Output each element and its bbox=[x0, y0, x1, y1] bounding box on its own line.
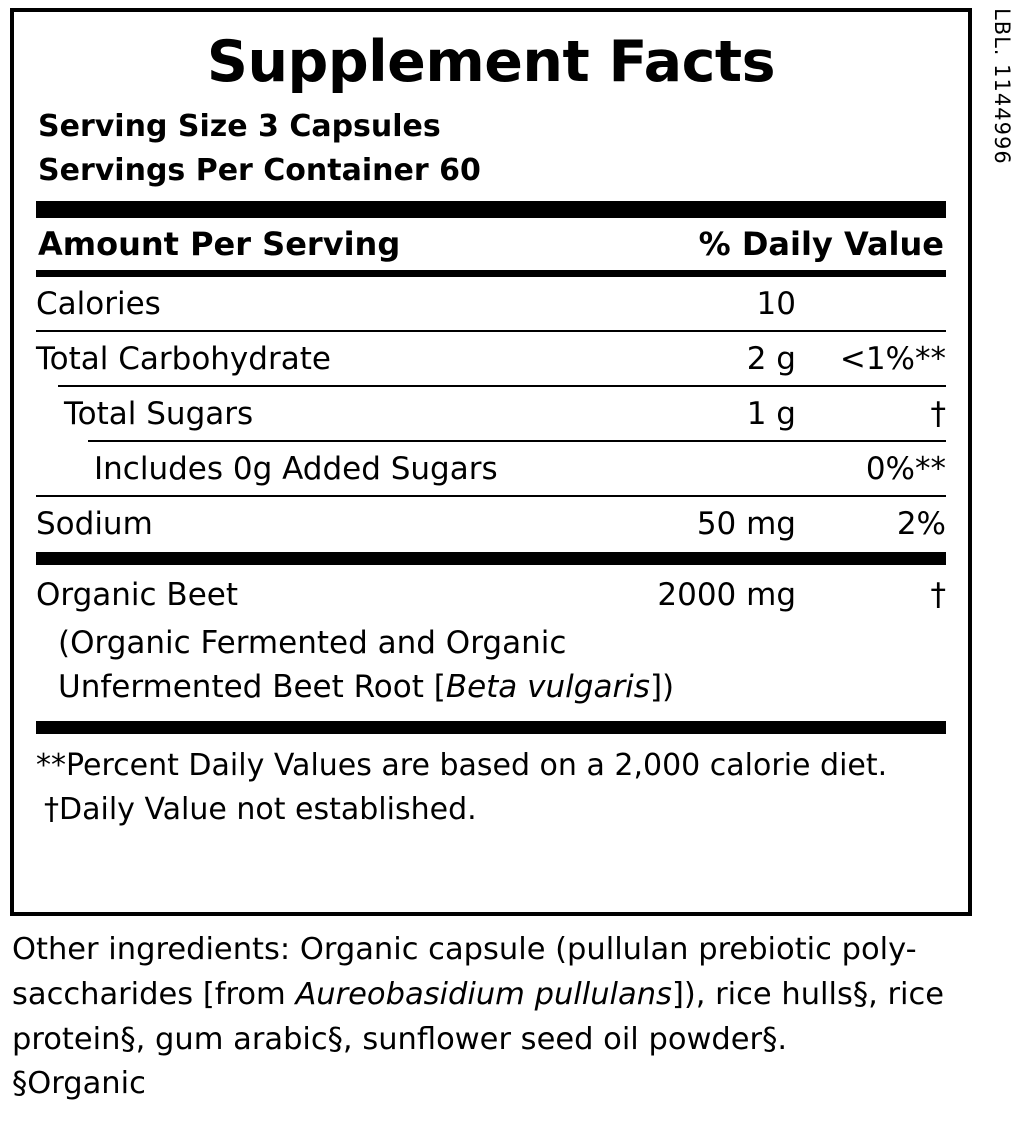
divider-thick-mid bbox=[36, 552, 946, 565]
nutrient-dv: 0%** bbox=[865, 451, 946, 487]
table-row bbox=[36, 442, 946, 495]
table-row bbox=[36, 387, 946, 440]
nutrient-amount: 2 g bbox=[746, 341, 796, 377]
footnotes bbox=[36, 734, 946, 831]
nutrient-name: Total Carbohydrate bbox=[36, 341, 331, 377]
servings-per-container: Servings Per Container 60 bbox=[38, 152, 481, 188]
footnote-dv-not-established: †Daily Value not established. bbox=[44, 791, 477, 827]
other-ingredients-latin-name: Aureobasidium pullulans bbox=[295, 976, 672, 1012]
table-row bbox=[36, 277, 946, 330]
nutrient-amount: 10 bbox=[756, 286, 796, 322]
amount-per-serving-header: Amount Per Serving bbox=[38, 225, 401, 263]
other-ingredients-part1: Other ingredients: Organic capsule (pullulan prebiotic poly-saccharides [from bbox=[12, 932, 917, 1012]
divider-medium bbox=[36, 270, 946, 277]
table-row bbox=[36, 497, 946, 550]
ingredient-source bbox=[36, 621, 946, 709]
serving-size: Serving Size 3 Capsules bbox=[38, 109, 441, 144]
ingredient-latin-name: Beta vulgaris bbox=[445, 669, 650, 706]
label-code bbox=[982, 8, 1022, 238]
nutrient-name: Total Sugars bbox=[64, 396, 254, 432]
other-ingredients-part2: ]), rice hulls§, rice protein§, gum arabic§, sunflower seed oil powder§. bbox=[12, 976, 945, 1057]
nutrient-name: Sodium bbox=[36, 506, 153, 542]
ingredient-source-pre: Unfermented Beet Root [ bbox=[58, 669, 446, 706]
nutrient-name: Includes 0g Added Sugars bbox=[94, 451, 498, 487]
ingredient-source-post: ]) bbox=[649, 669, 675, 706]
ingredient-name: Organic Beet bbox=[36, 577, 238, 613]
nutrient-amount: 1 g bbox=[746, 396, 796, 432]
daily-value-header: % Daily Value bbox=[698, 225, 944, 263]
footnote-daily-value-basis: **Percent Daily Values are based on a 2,000 calorie diet. bbox=[36, 748, 888, 784]
table-row bbox=[36, 332, 946, 385]
divider-thick-top bbox=[36, 201, 946, 218]
page-title: Supplement Facts bbox=[206, 29, 776, 95]
nutrient-dv: 2% bbox=[896, 506, 946, 542]
supplement-facts-panel bbox=[10, 8, 972, 916]
nutrient-name: Calories bbox=[36, 286, 161, 322]
organic-marker-note: §Organic bbox=[12, 1066, 146, 1102]
nutrient-amount: 50 mg bbox=[696, 506, 796, 542]
ingredient-source-line2 bbox=[36, 665, 946, 709]
ingredient-source-line1: (Organic Fermented and Organic bbox=[58, 625, 567, 661]
divider-thick-bottom bbox=[36, 721, 946, 734]
table-row bbox=[36, 565, 946, 621]
amount-header-row bbox=[36, 218, 946, 270]
ingredient-dv: † bbox=[930, 577, 946, 613]
other-ingredients bbox=[12, 928, 972, 1107]
ingredient-amount: 2000 mg bbox=[657, 577, 796, 613]
label-code-text: LBL. 1144996 bbox=[990, 8, 1014, 165]
nutrient-dv: † bbox=[930, 396, 946, 432]
nutrient-dv: <1%** bbox=[839, 341, 946, 377]
